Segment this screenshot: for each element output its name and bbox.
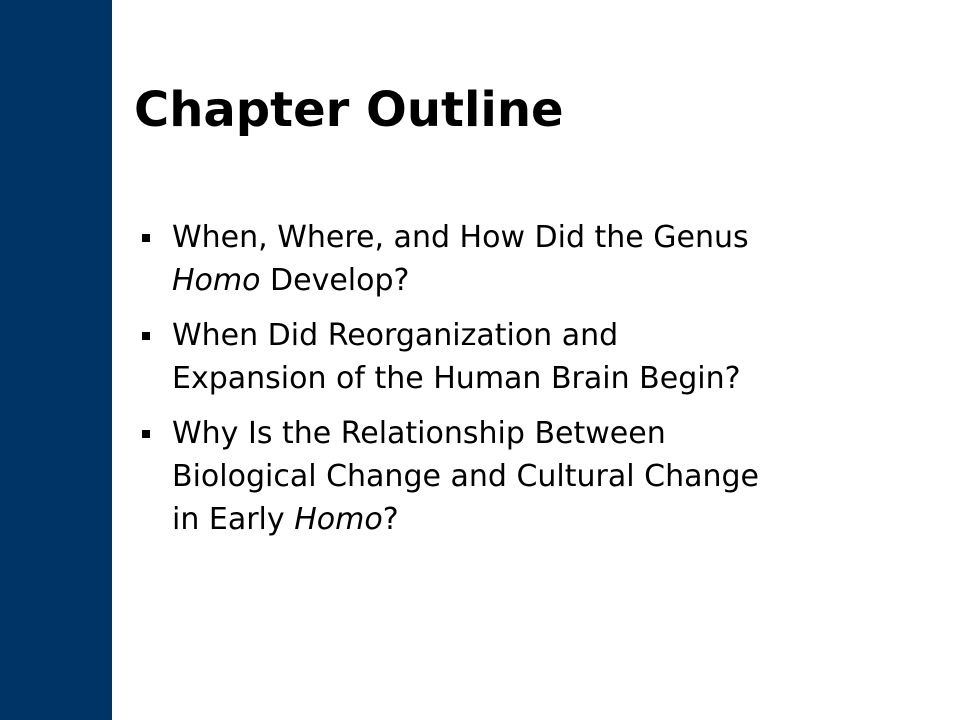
bullet-text: in Early bbox=[172, 502, 295, 537]
square-bullet-icon bbox=[142, 332, 150, 340]
bullet-item bbox=[134, 314, 924, 400]
bullet-line: Expansion of the Human Brain Begin? bbox=[172, 361, 741, 396]
bullet-list bbox=[134, 216, 924, 553]
bullet-line bbox=[172, 259, 924, 302]
bullet-item bbox=[134, 216, 924, 302]
bullet-line bbox=[172, 498, 924, 541]
bullet-line: Why Is the Relationship Between bbox=[172, 416, 666, 451]
square-bullet-icon bbox=[142, 430, 150, 438]
bullet-text: ? bbox=[382, 502, 399, 537]
italic-term: Homo bbox=[294, 502, 383, 537]
bullet-line: When, Where, and How Did the Genus bbox=[172, 220, 749, 255]
italic-term: Homo bbox=[172, 263, 261, 298]
bullet-line: When Did Reorganization and bbox=[172, 318, 619, 353]
slide-title: Chapter Outline bbox=[134, 82, 564, 138]
bullet-text: Develop? bbox=[260, 263, 410, 298]
square-bullet-icon bbox=[142, 234, 150, 242]
sidebar-band bbox=[0, 0, 112, 720]
bullet-item bbox=[134, 412, 924, 541]
bullet-line: Biological Change and Cultural Change bbox=[172, 459, 759, 494]
